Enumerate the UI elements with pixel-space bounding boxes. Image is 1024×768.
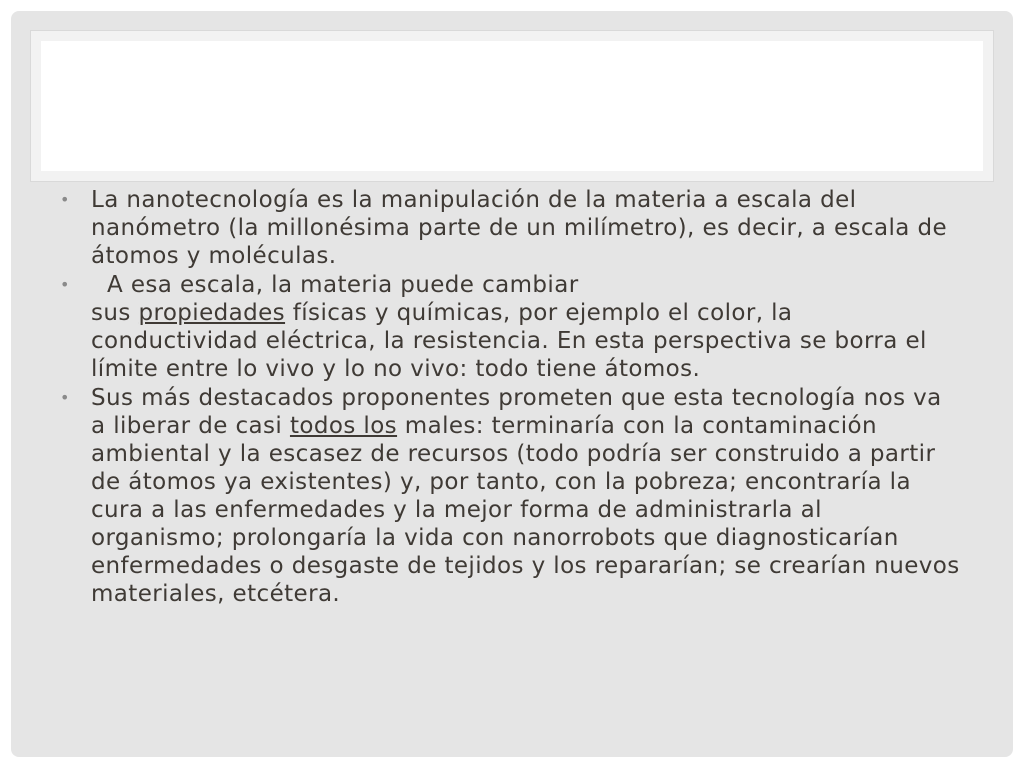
bullet-3-pre: Sus más destacados proponentes prometen que esta tecnología nos va a liberar de casi xyxy=(91,385,942,439)
bullet-text-1: La nanotecnología es la manipulación de la materia a escala del nanómetro (la millonésima parte de un milímetro), es decir, a escala de átomos y moléculas. xyxy=(91,187,948,269)
bullet-dot-icon: • xyxy=(60,275,70,294)
bullet-item-1 xyxy=(60,186,960,270)
bullet-item-3 xyxy=(60,384,960,608)
bullet-2-line-1: A esa escala, la materia puede cambiar xyxy=(107,272,579,298)
bullet-item-2 xyxy=(60,271,960,383)
bullet-list xyxy=(60,186,960,609)
bullet-2-pre: sus xyxy=(91,300,139,326)
bullet-text-3 xyxy=(91,385,960,607)
title-frame xyxy=(30,30,994,182)
title-placeholder xyxy=(41,41,983,171)
propiedades-link[interactable]: propiedades xyxy=(138,300,286,326)
bullet-dot-icon: • xyxy=(60,190,70,209)
bullet-2-post: físicas y químicas, por ejemplo el color, la conductividad eléctrica, la resistencia. En esta perspectiva se borra el límite entre lo vivo y lo no vivo: todo tiene átomos. xyxy=(91,300,927,382)
bullet-text-2 xyxy=(91,272,927,382)
bullet-3-post: males: terminaría con la contaminación ambiental y la escasez de recursos (todo podría ser construido a partir de átomos ya existentes) y, por tanto, con la pobreza; encontraría la cura a las enfermedades y la mejor forma de administrarla al organismo; prolongaría la vida con nanorrobots que diagnosticarían enfermedades o desgaste de tejidos y los repararían; se crearían nuevos materiales, etcétera. xyxy=(91,413,960,607)
todos-los-link[interactable]: todos los xyxy=(289,413,398,439)
bullet-dot-icon: • xyxy=(60,388,70,407)
